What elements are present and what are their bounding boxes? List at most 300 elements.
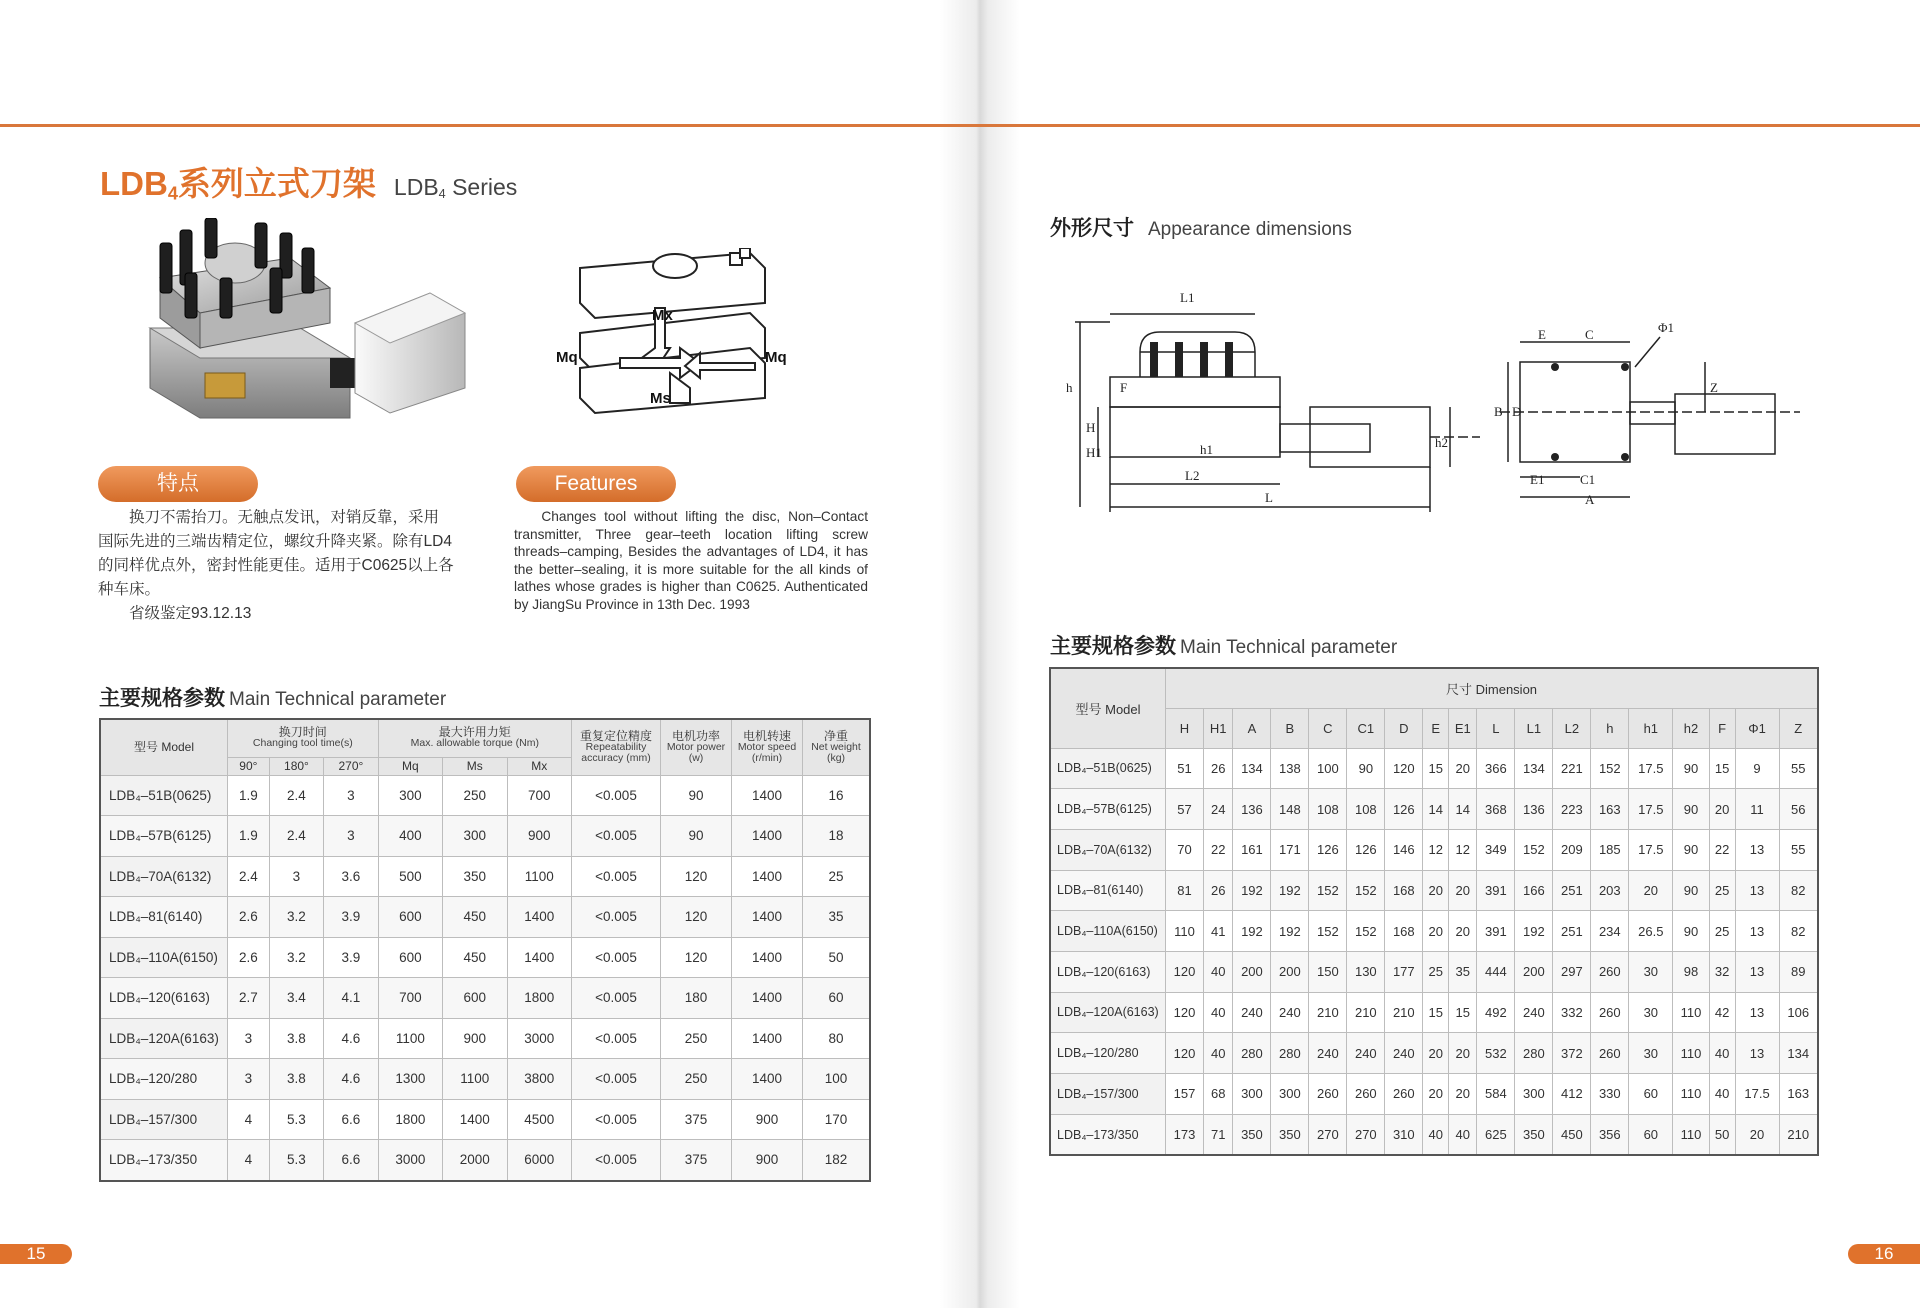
cell-t90: 1.9: [228, 816, 270, 857]
cell-t90: 2.4: [228, 856, 270, 897]
cell-model: LDB₄–51B(0625): [1050, 748, 1166, 789]
h-power: [661, 719, 732, 775]
cell-model: LDB₄–81(6140): [100, 897, 228, 938]
cell-dim: 200: [1271, 951, 1309, 992]
page-title: [100, 158, 517, 205]
cell-acc: <0.005: [572, 978, 661, 1019]
cell-dim: 90: [1673, 829, 1709, 870]
cell-model: LDB₄–120A(6163): [1050, 992, 1166, 1033]
cell-dim: 444: [1477, 951, 1515, 992]
table-row: [1050, 1033, 1818, 1074]
cell-dim: 20: [1449, 1074, 1477, 1115]
cell-acc: <0.005: [572, 937, 661, 978]
cell-dim: 106: [1779, 992, 1818, 1033]
h-torque: [378, 719, 571, 757]
features-en-text: [514, 508, 868, 613]
ms-label: Ms: [650, 390, 671, 407]
cell-ms: 600: [443, 978, 507, 1019]
cell-dim: 90: [1673, 911, 1709, 952]
h-mq: Mq: [378, 757, 442, 775]
cell-mx: 1400: [507, 937, 572, 978]
cell-dim: 130: [1347, 951, 1385, 992]
cell-dim: 152: [1347, 870, 1385, 911]
appearance-title-en: Appearance dimensions: [1148, 219, 1352, 240]
cell-dim: 152: [1347, 911, 1385, 952]
cell-dim: 260: [1347, 1074, 1385, 1115]
h-power-en: Motor power (w): [666, 740, 726, 764]
cell-dim: 356: [1591, 1114, 1629, 1155]
cell-dim: 168: [1385, 911, 1423, 952]
table-row: [100, 816, 870, 857]
cell-weight: 170: [803, 1099, 871, 1140]
cell-mq: 600: [378, 937, 442, 978]
cell-dim: 20: [1423, 1033, 1449, 1074]
cell-dim: 40: [1449, 1114, 1477, 1155]
right-table-title-cn: 主要规格参数: [1050, 635, 1176, 658]
table-row: [100, 1099, 870, 1140]
cell-model: LDB₄–120/280: [100, 1059, 228, 1100]
cell-acc: <0.005: [572, 1059, 661, 1100]
cell-dim: 161: [1233, 829, 1271, 870]
table-row: [100, 1018, 870, 1059]
cell-dim: 20: [1423, 1074, 1449, 1115]
features-en-paragraph: Changes tool without lifting the disc, Non–Contact transmitter, Three gear–teeth location lifting screw threads–camping, Besides the advantages of LD4, it has the better–sealing, it is more suitable for the all kinds of lathes whose grades is higher than C0625. Authenticated by JiangSu Province in 13th Dec. 1993: [514, 509, 868, 612]
d-col-header: E1: [1449, 708, 1477, 748]
cell-power: 375: [661, 1140, 732, 1181]
cell-dim: 40: [1203, 992, 1232, 1033]
cell-dim: 260: [1591, 951, 1629, 992]
cell-ms: 450: [443, 897, 507, 938]
cell-dim: 11: [1735, 789, 1779, 830]
cell-mq: 1300: [378, 1059, 442, 1100]
cell-dim: 157: [1166, 1074, 1204, 1115]
cell-dim: 192: [1271, 911, 1309, 952]
dim-e1: E1: [1530, 472, 1545, 487]
features-en-label: Features: [516, 466, 676, 502]
cell-dim: 110: [1673, 1114, 1709, 1155]
cell-dim: 42: [1709, 992, 1735, 1033]
cell-model: LDB₄–173/350: [100, 1140, 228, 1181]
torque-diagram: [550, 248, 790, 428]
cell-dim: 50: [1709, 1114, 1735, 1155]
appearance-title-cn: 外形尺寸: [1050, 217, 1134, 240]
cell-dim: 148: [1271, 789, 1309, 830]
cell-weight: 182: [803, 1140, 871, 1181]
table-row: [1050, 911, 1818, 952]
cell-dim: 300: [1271, 1074, 1309, 1115]
cell-dim: 240: [1515, 992, 1553, 1033]
cell-dim: 152: [1515, 829, 1553, 870]
h-270: 270°: [324, 757, 378, 775]
h-180: 180°: [269, 757, 323, 775]
d-h-dim-en: Dimension: [1475, 681, 1538, 697]
cell-dim: 60: [1629, 1114, 1673, 1155]
cell-dim: 168: [1385, 870, 1423, 911]
cell-dim: 12: [1423, 829, 1449, 870]
left-table-title: [99, 682, 446, 712]
dim-h2: h2: [1435, 435, 1448, 450]
cell-dim: 280: [1271, 1033, 1309, 1074]
table-row: [1050, 951, 1818, 992]
cell-dim: 152: [1309, 911, 1347, 952]
cell-dim: 82: [1779, 870, 1818, 911]
book-gutter: [940, 0, 1020, 1308]
cell-model: LDB₄–57B(6125): [1050, 789, 1166, 830]
cell-dim: 372: [1553, 1033, 1591, 1074]
cell-dim: 492: [1477, 992, 1515, 1033]
title-prefix: LDB: [100, 165, 168, 202]
cell-dim: 280: [1515, 1033, 1553, 1074]
cell-dim: 40: [1709, 1074, 1735, 1115]
cell-dim: 22: [1203, 829, 1232, 870]
cell-dim: 223: [1553, 789, 1591, 830]
cell-dim: 20: [1735, 1114, 1779, 1155]
cell-dim: 300: [1515, 1074, 1553, 1115]
cell-dim: 20: [1449, 1033, 1477, 1074]
cell-dim: 32: [1709, 951, 1735, 992]
cell-model: LDB₄–70A(6132): [1050, 829, 1166, 870]
h-speed: [732, 719, 803, 775]
cell-dim: 17.5: [1735, 1074, 1779, 1115]
cell-dim: 26: [1203, 748, 1232, 789]
cell-dim: 391: [1477, 870, 1515, 911]
cell-acc: <0.005: [572, 1140, 661, 1181]
cell-dim: 166: [1515, 870, 1553, 911]
cell-dim: 55: [1779, 748, 1818, 789]
table-row: [1050, 829, 1818, 870]
table-row: [1050, 870, 1818, 911]
cell-dim: 56: [1779, 789, 1818, 830]
cell-dim: 40: [1423, 1114, 1449, 1155]
d-col-header: L1: [1515, 708, 1553, 748]
cell-dim: 9: [1735, 748, 1779, 789]
cell-dim: 17.5: [1629, 829, 1673, 870]
table-row: [100, 978, 870, 1019]
cell-model: LDB₄–157/300: [100, 1099, 228, 1140]
cell-dim: 13: [1735, 829, 1779, 870]
cell-model: LDB₄–120/280: [1050, 1033, 1166, 1074]
cell-dim: 391: [1477, 911, 1515, 952]
title-cn: 系列立式刀架: [177, 165, 376, 202]
header-rule: [0, 124, 1920, 127]
nameplate: [205, 373, 245, 398]
features-cn-label: 特点: [98, 466, 258, 502]
cell-power: 375: [661, 1099, 732, 1140]
cell-dim: 60: [1629, 1074, 1673, 1115]
table-row: [100, 856, 870, 897]
cell-t270: 6.6: [324, 1140, 378, 1181]
dim-l2: L2: [1185, 468, 1200, 483]
cell-speed: 1400: [732, 816, 803, 857]
cell-dim: 15: [1449, 992, 1477, 1033]
cell-dim: 20: [1449, 748, 1477, 789]
cell-dim: 57: [1166, 789, 1204, 830]
cell-speed: 1400: [732, 1059, 803, 1100]
cell-dim: 71: [1203, 1114, 1232, 1155]
cell-dim: 240: [1233, 992, 1271, 1033]
cell-mx: 4500: [507, 1099, 572, 1140]
cell-dim: 625: [1477, 1114, 1515, 1155]
cell-weight: 80: [803, 1018, 871, 1059]
cell-acc: <0.005: [572, 775, 661, 816]
cell-t270: 3.6: [324, 856, 378, 897]
cell-dim: 310: [1385, 1114, 1423, 1155]
cell-model: LDB₄–120A(6163): [100, 1018, 228, 1059]
cell-dim: 185: [1591, 829, 1629, 870]
cell-dim: 15: [1709, 748, 1735, 789]
cell-dim: 134: [1233, 748, 1271, 789]
cell-t90: 3: [228, 1018, 270, 1059]
cell-dim: 210: [1385, 992, 1423, 1033]
dim-h1-cap: H1: [1086, 445, 1102, 460]
cell-power: 90: [661, 775, 732, 816]
cell-mx: 1400: [507, 897, 572, 938]
cell-ms: 2000: [443, 1140, 507, 1181]
cell-dim: 55: [1779, 829, 1818, 870]
h-weight-cn: 净重: [823, 728, 848, 743]
dim-phi1: Φ1: [1658, 320, 1675, 335]
cell-dim: 110: [1673, 1033, 1709, 1074]
d-h-model-en: Model: [1105, 701, 1141, 717]
cell-dim: 120: [1166, 951, 1204, 992]
cell-power: 180: [661, 978, 732, 1019]
cell-speed: 1400: [732, 937, 803, 978]
cell-dim: 192: [1233, 911, 1271, 952]
cell-dim: 22: [1709, 829, 1735, 870]
h-speed-cn: 电机转速: [742, 728, 791, 743]
cell-dim: 40: [1203, 1033, 1232, 1074]
cell-dim: 89: [1779, 951, 1818, 992]
d-h-dim: [1166, 668, 1819, 708]
cell-dim: 134: [1779, 1033, 1818, 1074]
cell-dim: 26.5: [1629, 911, 1673, 952]
d-h-model: [1050, 668, 1166, 748]
cell-t180: 2.4: [269, 816, 323, 857]
cell-model: LDB₄–70A(6132): [100, 856, 228, 897]
cell-dim: 90: [1673, 870, 1709, 911]
cell-dim: 20: [1423, 911, 1449, 952]
cell-dim: 240: [1271, 992, 1309, 1033]
cell-dim: 41: [1203, 911, 1232, 952]
cell-dim: 17.5: [1629, 748, 1673, 789]
table-row: [100, 1059, 870, 1100]
cell-dim: 200: [1233, 951, 1271, 992]
cell-speed: 900: [732, 1099, 803, 1140]
cell-dim: 81: [1166, 870, 1204, 911]
cell-t90: 2.7: [228, 978, 270, 1019]
h-acc: [572, 719, 661, 775]
cell-t180: 3: [269, 856, 323, 897]
title-en-suffix: Series: [445, 174, 518, 200]
d-col-header: L: [1477, 708, 1515, 748]
cell-t270: 3: [324, 775, 378, 816]
cell-t270: 3.9: [324, 937, 378, 978]
cell-speed: 900: [732, 1140, 803, 1181]
mx-label: Mx: [652, 307, 673, 324]
dim-h1: h1: [1200, 442, 1213, 457]
cell-t180: 5.3: [269, 1140, 323, 1181]
cell-t180: 3.8: [269, 1018, 323, 1059]
h-90: 90°: [228, 757, 270, 775]
cell-dim: 13: [1735, 911, 1779, 952]
features-cn-line: 种车床。: [98, 581, 161, 598]
cell-dim: 368: [1477, 789, 1515, 830]
cell-dim: 450: [1553, 1114, 1591, 1155]
cell-dim: 350: [1515, 1114, 1553, 1155]
table-row: [1050, 1114, 1818, 1155]
cell-dim: 136: [1515, 789, 1553, 830]
mq-label-left: Mq: [556, 349, 578, 366]
cell-ms: 350: [443, 856, 507, 897]
cell-power: 120: [661, 937, 732, 978]
cell-dim: 138: [1271, 748, 1309, 789]
cell-dim: 192: [1515, 911, 1553, 952]
cell-dim: 260: [1591, 1033, 1629, 1074]
cell-ms: 900: [443, 1018, 507, 1059]
dim-z: Z: [1710, 380, 1718, 395]
h-model: [100, 719, 228, 775]
cell-model: LDB₄–157/300: [1050, 1074, 1166, 1115]
d-col-header: Φ1: [1735, 708, 1779, 748]
cell-dim: 210: [1309, 992, 1347, 1033]
cell-weight: 60: [803, 978, 871, 1019]
cell-dim: 200: [1515, 951, 1553, 992]
cell-t90: 3: [228, 1059, 270, 1100]
cell-t90: 4: [228, 1140, 270, 1181]
cell-t90: 2.6: [228, 897, 270, 938]
cell-t90: 4: [228, 1099, 270, 1140]
cell-dim: 203: [1591, 870, 1629, 911]
h-power-cn: 电机功率: [671, 728, 720, 743]
page-number-right: 16: [1848, 1244, 1920, 1264]
cell-model: LDB₄–51B(0625): [100, 775, 228, 816]
title-en-prefix: LDB: [393, 174, 439, 200]
cell-dim: 120: [1166, 1033, 1204, 1074]
cell-dim: 350: [1233, 1114, 1271, 1155]
cell-dim: 270: [1347, 1114, 1385, 1155]
cell-model: LDB₄–120(6163): [1050, 951, 1166, 992]
h-time: [228, 719, 379, 757]
appearance-drawing: [1060, 282, 1820, 522]
cell-dim: 270: [1309, 1114, 1347, 1155]
cell-dim: 330: [1591, 1074, 1629, 1115]
h-time-en: Changing tool time(s): [252, 737, 353, 750]
cell-dim: 134: [1515, 748, 1553, 789]
cell-dim: 152: [1309, 870, 1347, 911]
h-time-cn: 换刀时间: [278, 725, 327, 740]
cell-dim: 173: [1166, 1114, 1204, 1155]
cell-dim: 25: [1423, 951, 1449, 992]
cell-dim: 35: [1449, 951, 1477, 992]
cell-model: LDB₄–110A(6150): [1050, 911, 1166, 952]
cell-mx: 1800: [507, 978, 572, 1019]
cell-speed: 1400: [732, 978, 803, 1019]
cell-dim: 40: [1203, 951, 1232, 992]
h-model-cn: 型号: [133, 739, 158, 754]
cell-ms: 450: [443, 937, 507, 978]
cell-weight: 100: [803, 1059, 871, 1100]
cell-mq: 300: [378, 775, 442, 816]
cell-mx: 700: [507, 775, 572, 816]
cell-mx: 1100: [507, 856, 572, 897]
cell-dim: 108: [1309, 789, 1347, 830]
d-col-header: A: [1233, 708, 1271, 748]
cell-mq: 700: [378, 978, 442, 1019]
cell-dim: 210: [1347, 992, 1385, 1033]
features-cn-approval: 省级鉴定93.12.13: [129, 605, 252, 622]
cell-t270: 4.6: [324, 1018, 378, 1059]
cell-speed: 1400: [732, 1018, 803, 1059]
cell-power: 120: [661, 856, 732, 897]
cell-weight: 25: [803, 856, 871, 897]
cell-speed: 1400: [732, 856, 803, 897]
cell-dim: 412: [1553, 1074, 1591, 1115]
h-weight: [803, 719, 871, 775]
h-acc-en: Repeatability accuracy (mm): [581, 740, 651, 764]
left-table-title-en: Main Technical parameter: [229, 689, 447, 710]
cell-dim: 90: [1673, 748, 1709, 789]
dim-l1: L1: [1180, 290, 1195, 305]
cell-mq: 600: [378, 897, 442, 938]
cell-dim: 20: [1449, 911, 1477, 952]
cell-dim: 136: [1233, 789, 1271, 830]
cell-t270: 6.6: [324, 1099, 378, 1140]
cell-power: 120: [661, 897, 732, 938]
dim-b: B: [1494, 404, 1503, 419]
cell-dim: 146: [1385, 829, 1423, 870]
cell-weight: 16: [803, 775, 871, 816]
cell-dim: 100: [1309, 748, 1347, 789]
table-row: [1050, 992, 1818, 1033]
left-table-title-cn: 主要规格参数: [99, 687, 225, 710]
cell-dim: 13: [1735, 951, 1779, 992]
d-col-header: h1: [1629, 708, 1673, 748]
cell-dim: 12: [1449, 829, 1477, 870]
cell-t90: 2.6: [228, 937, 270, 978]
features-cn-text: [98, 506, 466, 626]
cell-dim: 20: [1709, 789, 1735, 830]
cell-acc: <0.005: [572, 1018, 661, 1059]
cell-dim: 15: [1423, 992, 1449, 1033]
cell-dim: 25: [1709, 870, 1735, 911]
table-row: [100, 897, 870, 938]
cell-dim: 126: [1385, 789, 1423, 830]
cell-dim: 163: [1779, 1074, 1818, 1115]
cell-dim: 152: [1591, 748, 1629, 789]
cell-ms: 1100: [443, 1059, 507, 1100]
tool-post-photo: [130, 218, 470, 448]
cell-dim: 110: [1673, 1074, 1709, 1115]
cell-model: LDB₄–57B(6125): [100, 816, 228, 857]
cell-model: LDB₄–173/350: [1050, 1114, 1166, 1155]
cell-dim: 260: [1309, 1074, 1347, 1115]
d-col-header: C1: [1347, 708, 1385, 748]
cell-mx: 3000: [507, 1018, 572, 1059]
cell-dim: 20: [1449, 870, 1477, 911]
cell-acc: <0.005: [572, 1099, 661, 1140]
cell-t180: 5.3: [269, 1099, 323, 1140]
dim-l: L: [1265, 490, 1273, 505]
cell-power: 90: [661, 816, 732, 857]
d-col-header: Z: [1779, 708, 1818, 748]
cell-dim: 20: [1629, 870, 1673, 911]
cell-t180: 2.4: [269, 775, 323, 816]
cell-model: LDB₄–120(6163): [100, 978, 228, 1019]
cell-dim: 177: [1385, 951, 1423, 992]
cell-dim: 221: [1553, 748, 1591, 789]
cell-dim: 350: [1271, 1114, 1309, 1155]
cell-dim: 24: [1203, 789, 1232, 830]
